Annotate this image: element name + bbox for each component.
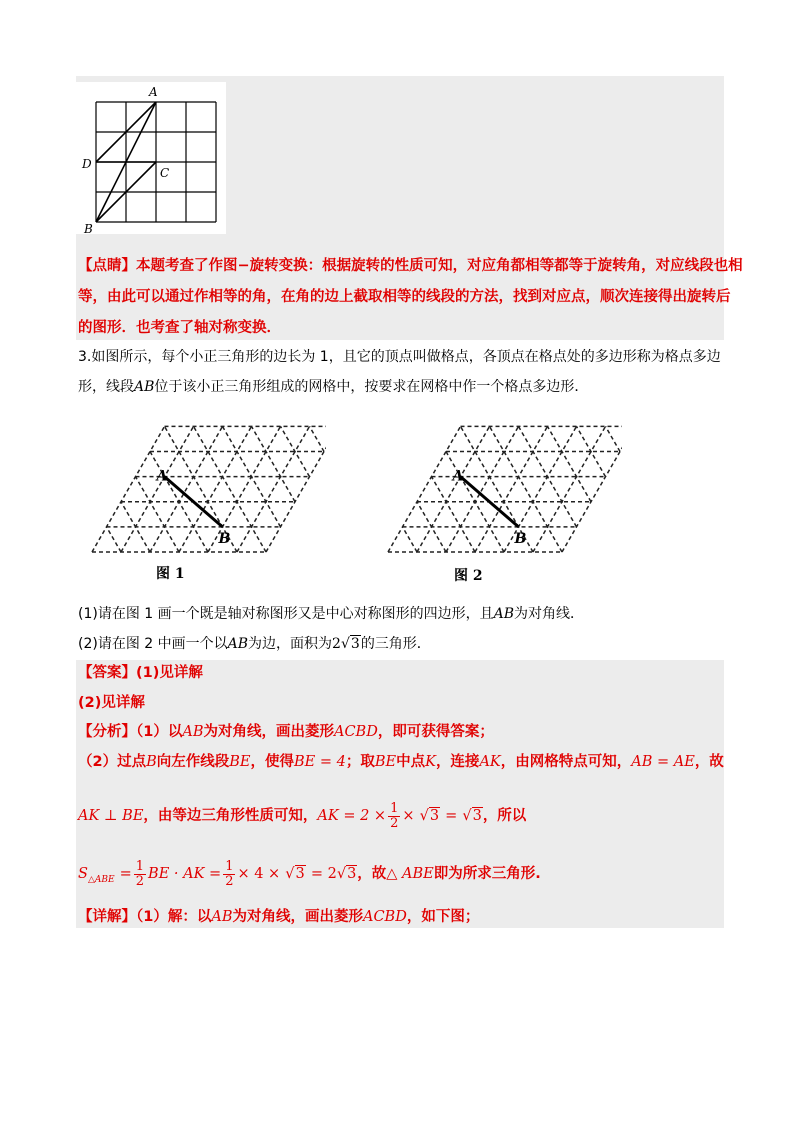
grid-segment: [388, 426, 461, 552]
analysis-tag: 【分析】: [78, 724, 136, 740]
point-label-A: A: [452, 468, 464, 485]
analysis-line-1: 【分析】（1）以AB为对角线，画出菱形ACBD，即可获得答案；: [78, 724, 494, 740]
problem-line-1: 3.如图所示，每个小正三角形的边长为 1，且它的顶点叫做格点，各顶点在格点处的多边形称为格点多边: [78, 349, 721, 365]
grid-segment: [475, 426, 548, 552]
dianjing-line-1: 【点睛】本题考查了作图−旋转变换：根据旋转的性质可知，对应角都相等都等于旋转角，对应线段也相: [78, 258, 743, 274]
grid-segment: [121, 426, 194, 552]
grid-segment: [446, 426, 519, 552]
triangle-grid-figure-1: [86, 412, 326, 592]
fig1-caption: 图 1: [156, 566, 185, 582]
square-grid-figure: [76, 82, 226, 234]
grid-segment: [562, 426, 622, 552]
analysis-line-2: （2）过点B向左作线段BE，使得BE = 4；取BE中点K，连接AK，由网格特点可知，AB = AE，故: [78, 754, 724, 770]
detail-line: 【详解】（1）解：以AB为对角线，画出菱形ACBD，如下图；: [78, 909, 480, 925]
label-B: B: [84, 222, 93, 234]
grid-segment: [403, 527, 418, 552]
grid-segment: [237, 426, 310, 552]
point-label-B: B: [514, 530, 527, 547]
question-1: (1)请在图 1 画一个既是轴对称图形又是中心对称图形的四边形，且AB为对角线．: [78, 606, 585, 622]
grid-segment: [107, 527, 122, 552]
answer-line-1: 【答案】(1)见详解: [78, 665, 203, 681]
dianjing-line-3: 的图形．也考查了轴对称变换．: [78, 320, 281, 336]
triangle-grid-figure-2: [382, 412, 622, 592]
problem-line-2: 形，线段AB位于该小正三角形组成的网格中，按要求在网格中作一个格点多边形．: [78, 379, 589, 395]
dashed-grid: [92, 426, 326, 552]
grid-segment: [533, 426, 606, 552]
analysis-line-3: AK ⊥ BE，由等边三角形性质可知，AK = 2 × $\frac{1}{2}$ × √3 = √3，所以: [78, 800, 527, 831]
grid-segment: [266, 426, 326, 552]
label-D: D: [82, 157, 92, 171]
analysis-line-4: $S_{\triangle ABE}$ = $\frac{1}{2}$ BE · AK = $\frac{1}{2}$ × 4 × √3 = 2√3，故△ ABE即为所求三角形.: [78, 858, 541, 889]
fig2-caption: 图 2: [454, 568, 483, 584]
detail-tag: 【详解】: [78, 909, 136, 925]
dashed-grid: [388, 426, 622, 552]
question-2: (2)请在图 2 中画一个以AB为边，面积为2√3的三角形．: [78, 636, 431, 652]
grid-segment: [92, 426, 165, 552]
label-A: A: [149, 85, 158, 99]
answer-tag: 【答案】: [78, 665, 136, 681]
dianjing-tag: 【点睛】: [78, 258, 136, 274]
grid-segment: [179, 426, 252, 552]
figure-background: [76, 82, 226, 234]
grid-segment: [310, 426, 325, 451]
label-C: C: [160, 166, 170, 180]
dianjing-line-2: 等，由此可以通过作相等的角，在角的边上截取相等的线段的方法，找到对应点，顺次连接得出旋转后: [78, 289, 731, 305]
grid-segment: [606, 426, 621, 451]
point-label-B: B: [218, 530, 231, 547]
answer-line-2: (2)见详解: [78, 695, 145, 711]
grid-segment: [417, 426, 490, 552]
point-label-A: A: [156, 468, 168, 485]
grid-segment: [150, 426, 223, 552]
